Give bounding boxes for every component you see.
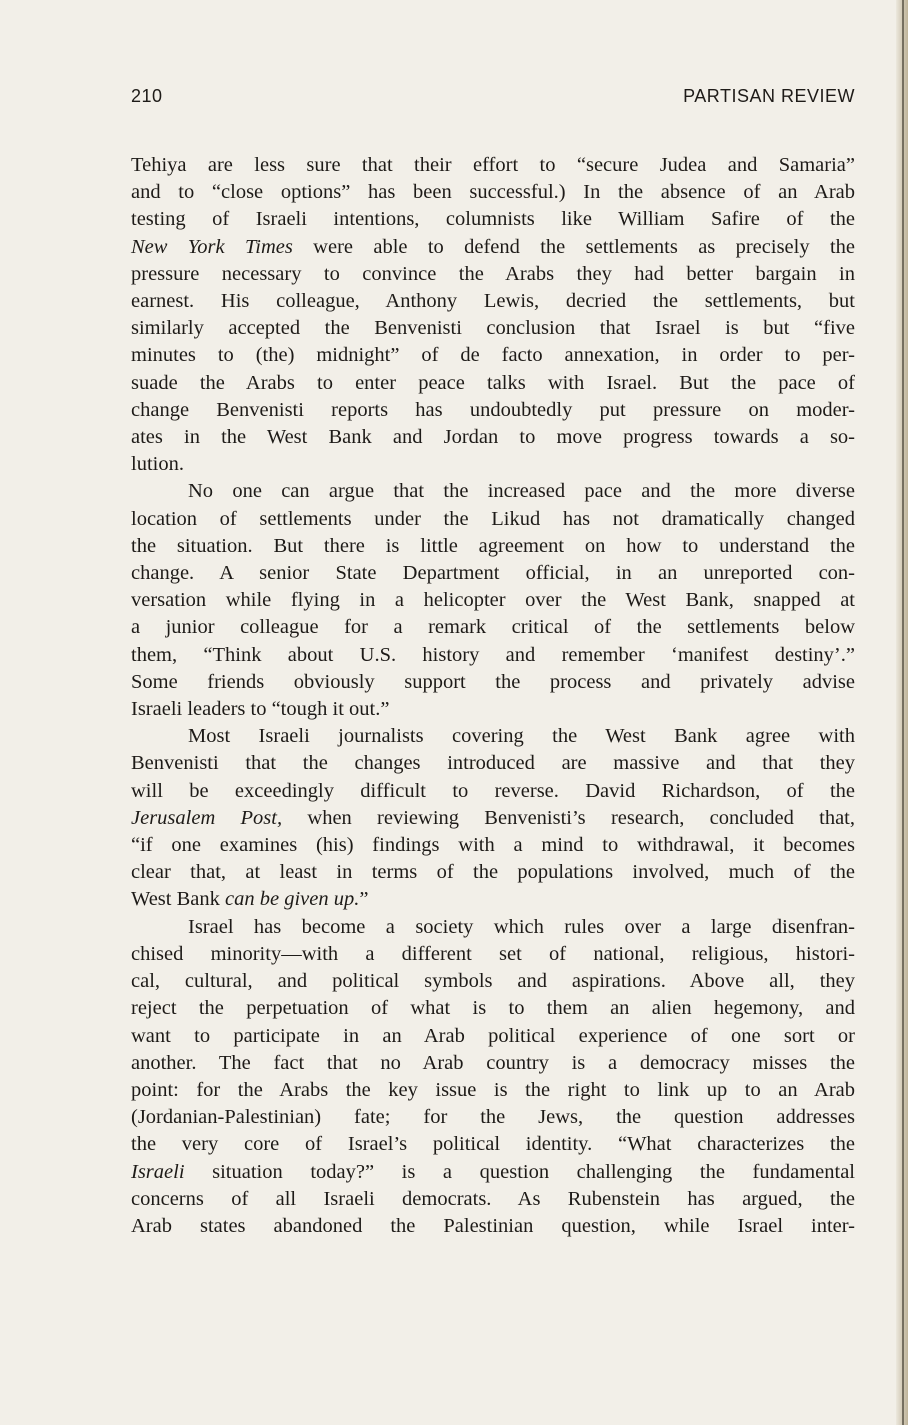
text-line: (Jordanian-Palestinian) fate; for the Jews, the question addresses <box>131 1106 855 1129</box>
text-line: minutes to (the) midnight” of de facto annexation, in order to per- <box>131 344 855 367</box>
text-line: point: for the Arabs the key issue is the right to link up to an Arab <box>131 1078 855 1101</box>
paragraph-first-line: Most Israeli journalists covering the West Bank agree with <box>188 725 855 748</box>
text-line: the very core of Israel’s political identity. “What characterizes the <box>131 1133 855 1156</box>
text-line: testing of Israeli intentions, columnists like William Safire of the <box>131 208 855 231</box>
text-line: clear that, at least in terms of the populations involved, much of the <box>131 861 855 884</box>
text-line: earnest. His colleague, Anthony Lewis, decried the settlements, but <box>131 290 855 313</box>
text-line: reject the perpetuation of what is to them an alien hegemony, and <box>131 997 855 1020</box>
text-line: another. The fact that no Arab country is a democracy misses the <box>131 1051 855 1074</box>
text-line: pressure necessary to convince the Arabs they had better bargain in <box>131 262 855 285</box>
text-line: Jerusalem Post, when reviewing Benvenisti’s research, concluded that, <box>131 806 855 829</box>
page-number: 210 <box>131 86 163 106</box>
text-line: Tehiya are less sure that their effort to “secure Judea and Samaria” <box>131 154 855 176</box>
text-line: the situation. But there is little agreement on how to understand the <box>131 534 855 557</box>
text-line: ates in the West Bank and Jordan to move progress towards a so- <box>131 426 855 449</box>
italic-word: Israeli <box>131 1160 185 1183</box>
text-line: and to “close options” has been successful.) In the absence of an Arab <box>131 181 855 204</box>
italic-title: Jerusalem Post, <box>131 806 283 829</box>
body-text <box>131 152 855 1240</box>
text-line: “if one examines (his) findings with a mind to withdrawal, it becomes <box>131 834 855 857</box>
italic-title: New York Times <box>131 235 293 258</box>
text-line: chised minority—with a different set of national, religious, histori- <box>131 942 855 965</box>
paragraph-first-line: No one can argue that the increased pace and the more diverse <box>188 480 855 503</box>
text-line: will be exceedingly difficult to reverse. David Richardson, of the <box>131 779 855 802</box>
italic-phrase: can be given up. <box>225 888 360 911</box>
text-line: cal, cultural, and political symbols and aspirations. Above all, they <box>131 970 855 993</box>
text-line: change. A senior State Department official, in an unreported con- <box>131 562 855 585</box>
text-line: Israeli situation today?” is a question challenging the fundamental <box>131 1160 855 1183</box>
text-line: them, “Think about U.S. history and remember ‘manifest destiny’.” <box>131 643 855 666</box>
text-line: Israeli leaders to “tough it out.” <box>131 698 390 721</box>
text-line: Arab states abandoned the Palestinian question, while Israel inter- <box>131 1214 855 1237</box>
text-line: similarly accepted the Benvenisti conclusion that Israel is but “five <box>131 317 855 340</box>
text-line: a junior colleague for a remark critical of the settlements below <box>131 616 855 639</box>
text-line: want to participate in an Arab political experience of one sort or <box>131 1024 855 1047</box>
page-gutter-line <box>902 0 904 1425</box>
text-line: New York Times were able to defend the settlements as precisely the <box>131 235 855 258</box>
journal-title: PARTISAN REVIEW <box>683 86 855 106</box>
text-line: suade the Arabs to enter peace talks with Israel. But the pace of <box>131 371 855 394</box>
text-line: versation while flying in a helicopter over the West Bank, snapped at <box>131 589 855 612</box>
paragraph-first-line: Israel has become a society which rules over a large disenfran- <box>188 915 855 938</box>
running-head <box>131 86 855 110</box>
text-line: West Bank can be given up.” <box>131 888 369 911</box>
text-line: Some friends obviously support the process and privately advise <box>131 670 855 693</box>
text-line: concerns of all Israeli democrats. As Rubenstein has argued, the <box>131 1187 855 1210</box>
text-line: change Benvenisti reports has undoubtedly put pressure on moder- <box>131 398 855 421</box>
text-line: location of settlements under the Likud has not dramatically changed <box>131 507 855 530</box>
text-line: lution. <box>131 453 184 476</box>
text-line: Benvenisti that the changes introduced are massive and that they <box>131 752 855 775</box>
